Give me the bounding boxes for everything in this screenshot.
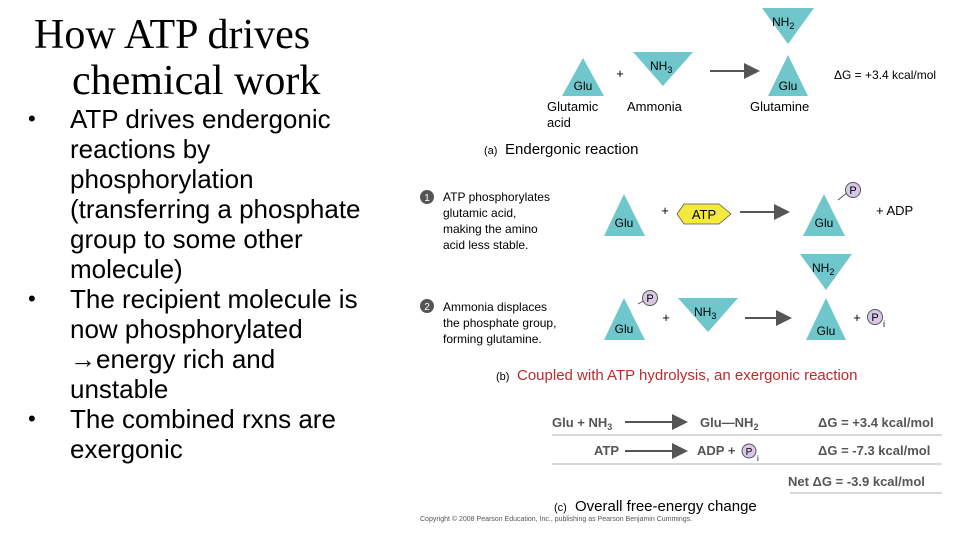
nh3-label: $NH_3$ (694, 305, 717, 321)
row2-left: ATP (594, 443, 620, 458)
plus-sign: + (616, 66, 624, 81)
pi-subscript: i (883, 319, 885, 329)
step-2-text-line2: the phosphate group, (443, 316, 557, 330)
step-2-text-line1: Ammonia displaces (443, 300, 548, 314)
part-c-letter: (c) (554, 502, 567, 514)
row1-right: $Glu—NH_2$ (700, 415, 759, 432)
plus-sign: + (661, 203, 669, 218)
bullet-text: The recipient molecule is now phosphorylated (70, 284, 358, 344)
part-b-letter: (b) (496, 371, 510, 383)
glu-label: Glu (614, 322, 634, 336)
row2-delta-g: ΔG = -7.3 kcal/mol (818, 443, 931, 458)
pi-label: P (745, 447, 753, 458)
row1-left: Glu + $NH_3$ (552, 415, 613, 432)
bullet-text-continued: energy rich and unstable (70, 344, 276, 404)
plus-sign: + (662, 310, 670, 325)
plus-sign: + (853, 310, 861, 325)
phosphate-label: P (646, 293, 654, 305)
glu-label: Glu (814, 216, 834, 230)
title-line-1: How ATP drives (34, 12, 311, 58)
step-1-text-line3: making the amino (443, 222, 538, 236)
net-delta-g: Net ΔG = -3.9 kcal/mol (788, 474, 925, 489)
atp-label: ATP (691, 207, 717, 222)
right-arrow-icon: → (70, 344, 96, 374)
bullet-dot-icon: • (28, 106, 36, 131)
row2-right: ADP + (697, 443, 736, 458)
glu-label: Glu (614, 216, 634, 230)
delta-g-a: ΔG = +3.4 kcal/mol (834, 68, 937, 82)
bullet-text: ATP drives endergonic reactions by phosphorylation (transferring a phosphate group to some other molecule) (70, 104, 361, 284)
phosphate-label: P (849, 185, 857, 197)
part-b-caption: Coupled with ATP hydrolysis, an exergonic reaction (517, 367, 858, 384)
part-a-caption: Endergonic reaction (505, 141, 639, 158)
nh2-label: $NH_2$ (812, 261, 835, 277)
title-line-2: chemical work (72, 58, 321, 104)
glu-label: Glu (573, 79, 593, 93)
nh3-label: $NH_3$ (650, 59, 673, 75)
bullet-dot-icon: • (28, 406, 36, 431)
glutamine-caption: Glutamine (750, 99, 810, 114)
adp-label: + ADP (876, 203, 914, 218)
bullet-text: The combined rxns are exergonic (70, 404, 336, 464)
ammonia-caption: Ammonia (627, 99, 682, 114)
row1-delta-g: ΔG = +3.4 kcal/mol (818, 415, 934, 430)
step-1-text-line4: acid less stable. (443, 238, 529, 252)
part-c-caption: Overall free-energy change (575, 498, 757, 515)
glu-label: Glu (816, 324, 836, 338)
step-1-number: 1 (424, 193, 430, 204)
pi-subscript: i (757, 454, 759, 463)
glutamic-acid-caption: Glutamic (547, 99, 599, 114)
step-1-text-line2: glutamic acid, (443, 206, 517, 220)
glutamic-acid-caption-line2: acid (547, 115, 571, 130)
step-2-text-line3: forming glutamine. (443, 332, 542, 346)
pi-label: P (871, 312, 879, 324)
nh2-label: $NH_2$ (772, 15, 795, 31)
bullet-dot-icon: • (28, 286, 36, 311)
copyright-notice: Copyright © 2008 Pearson Education, Inc., publishing as Pearson Benjamin Cummings. (420, 516, 693, 523)
step-2-number: 2 (424, 302, 430, 313)
part-a-letter: (a) (484, 145, 498, 157)
step-1-text-line1: ATP phosphorylates (443, 190, 550, 204)
glu-label: Glu (778, 79, 798, 93)
